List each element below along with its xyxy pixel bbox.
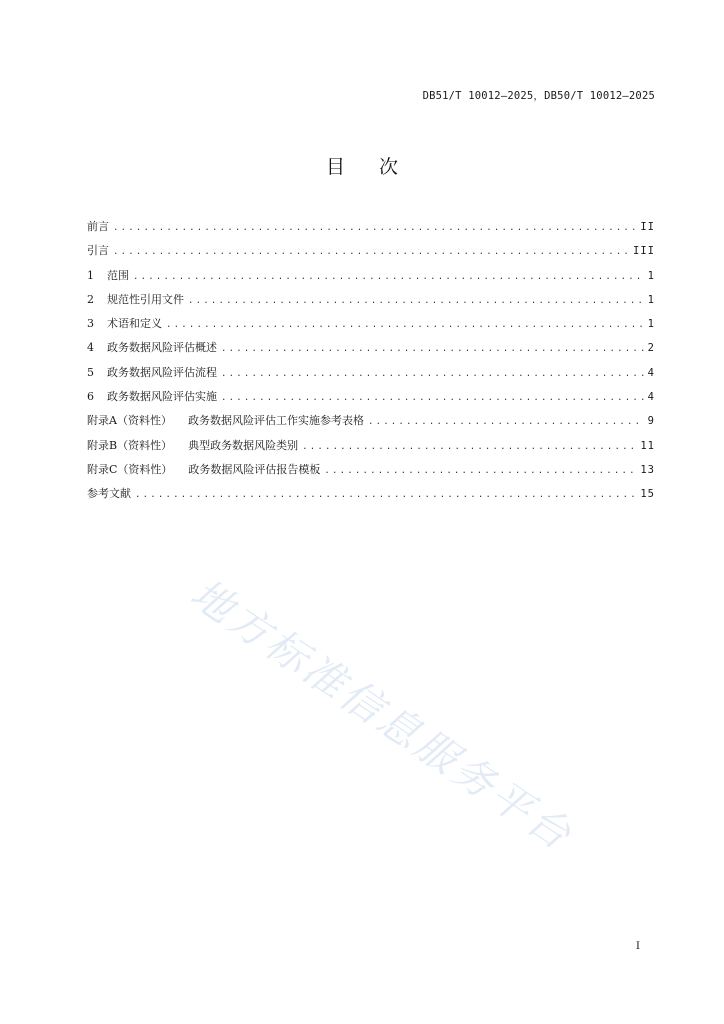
dot-leader	[221, 393, 644, 403]
toc-entry-page: III	[633, 245, 655, 258]
toc-entry-page: 2	[647, 342, 655, 355]
toc-entry-label: 引言	[87, 244, 109, 258]
dot-leader	[188, 296, 644, 306]
toc-entry-scope[interactable]	[87, 267, 655, 291]
toc-entry-label: 政务数据风险评估报告模板	[188, 462, 321, 476]
toc-entry-page: 4	[647, 366, 655, 379]
toc-entry-page: 1	[647, 318, 655, 331]
toc-entry-label: 前言	[87, 220, 109, 233]
toc-entry-normative-references[interactable]	[87, 291, 655, 315]
toc-entry-number: 4	[87, 341, 94, 355]
dot-leader	[135, 490, 636, 500]
toc-entry-overview[interactable]	[87, 339, 655, 363]
document-code: DB51/T 10012—2025，DB50/T 10012—2025	[422, 90, 655, 102]
toc-entry-page: 4	[647, 391, 655, 404]
toc-entry-page: II	[640, 221, 655, 233]
watermark: 地方标准信息服务平台	[182, 569, 582, 861]
toc-entry-appendix-prefix: 附录B（资料性）	[87, 438, 173, 452]
toc-entry-label: 政务数据风险评估实施	[107, 390, 217, 404]
toc-entry-label: 术语和定义	[107, 317, 162, 331]
toc-entry-appendix-a[interactable]	[87, 412, 655, 436]
toc-entry-number: 3	[87, 317, 94, 331]
toc-entry-label: 政务数据风险评估流程	[107, 365, 217, 379]
toc-entry-bibliography[interactable]	[87, 485, 655, 509]
toc-entry-number: 5	[87, 365, 94, 379]
dot-leader	[166, 320, 644, 330]
toc-entry-foreword[interactable]	[87, 218, 655, 242]
toc-entry-number: 6	[87, 390, 94, 404]
toc-entry-page: 9	[647, 415, 655, 428]
toc-entry-label: 典型政务数据风险类别	[188, 438, 299, 452]
page-title: 目次	[325, 156, 432, 178]
toc-entry-label: 政务数据风险评估概述	[107, 341, 217, 355]
toc-entry-label: 范围	[107, 268, 129, 282]
toc-entry-appendix-c[interactable]	[87, 461, 655, 485]
toc-entry-label: 规范性引用文件	[107, 292, 184, 306]
toc-entry-introduction[interactable]	[87, 242, 655, 266]
page-number: I	[635, 940, 640, 952]
dot-leader	[221, 344, 644, 354]
toc-entry-page: 1	[647, 269, 655, 282]
toc-entry-terms[interactable]	[87, 315, 655, 339]
toc-entry-number: 2	[87, 292, 94, 306]
dot-leader	[324, 466, 636, 476]
dot-leader	[368, 417, 644, 427]
toc-entry-process[interactable]	[87, 364, 655, 388]
toc-entry-appendix-prefix: 附录C（资料性）	[87, 462, 173, 476]
toc-entry-implementation[interactable]	[87, 388, 655, 412]
toc-entry-page: 13	[640, 463, 655, 476]
dot-leader	[133, 272, 644, 282]
dot-leader	[113, 247, 629, 257]
toc-entry-appendix-b[interactable]	[87, 437, 655, 461]
toc-entry-appendix-prefix: 附录A（资料性）	[87, 414, 172, 428]
toc-entry-label: 政务数据风险评估工作实施参考表格	[187, 414, 364, 428]
toc-entry-page: 11	[640, 439, 655, 452]
table-of-contents	[87, 218, 655, 510]
toc-entry-number: 1	[87, 268, 94, 282]
dot-leader	[113, 223, 636, 233]
toc-entry-label: 参考文献	[87, 487, 131, 501]
dot-leader	[221, 369, 644, 379]
toc-entry-page: 1	[647, 293, 655, 306]
toc-entry-page: 15	[640, 488, 655, 501]
dot-leader	[302, 442, 636, 452]
